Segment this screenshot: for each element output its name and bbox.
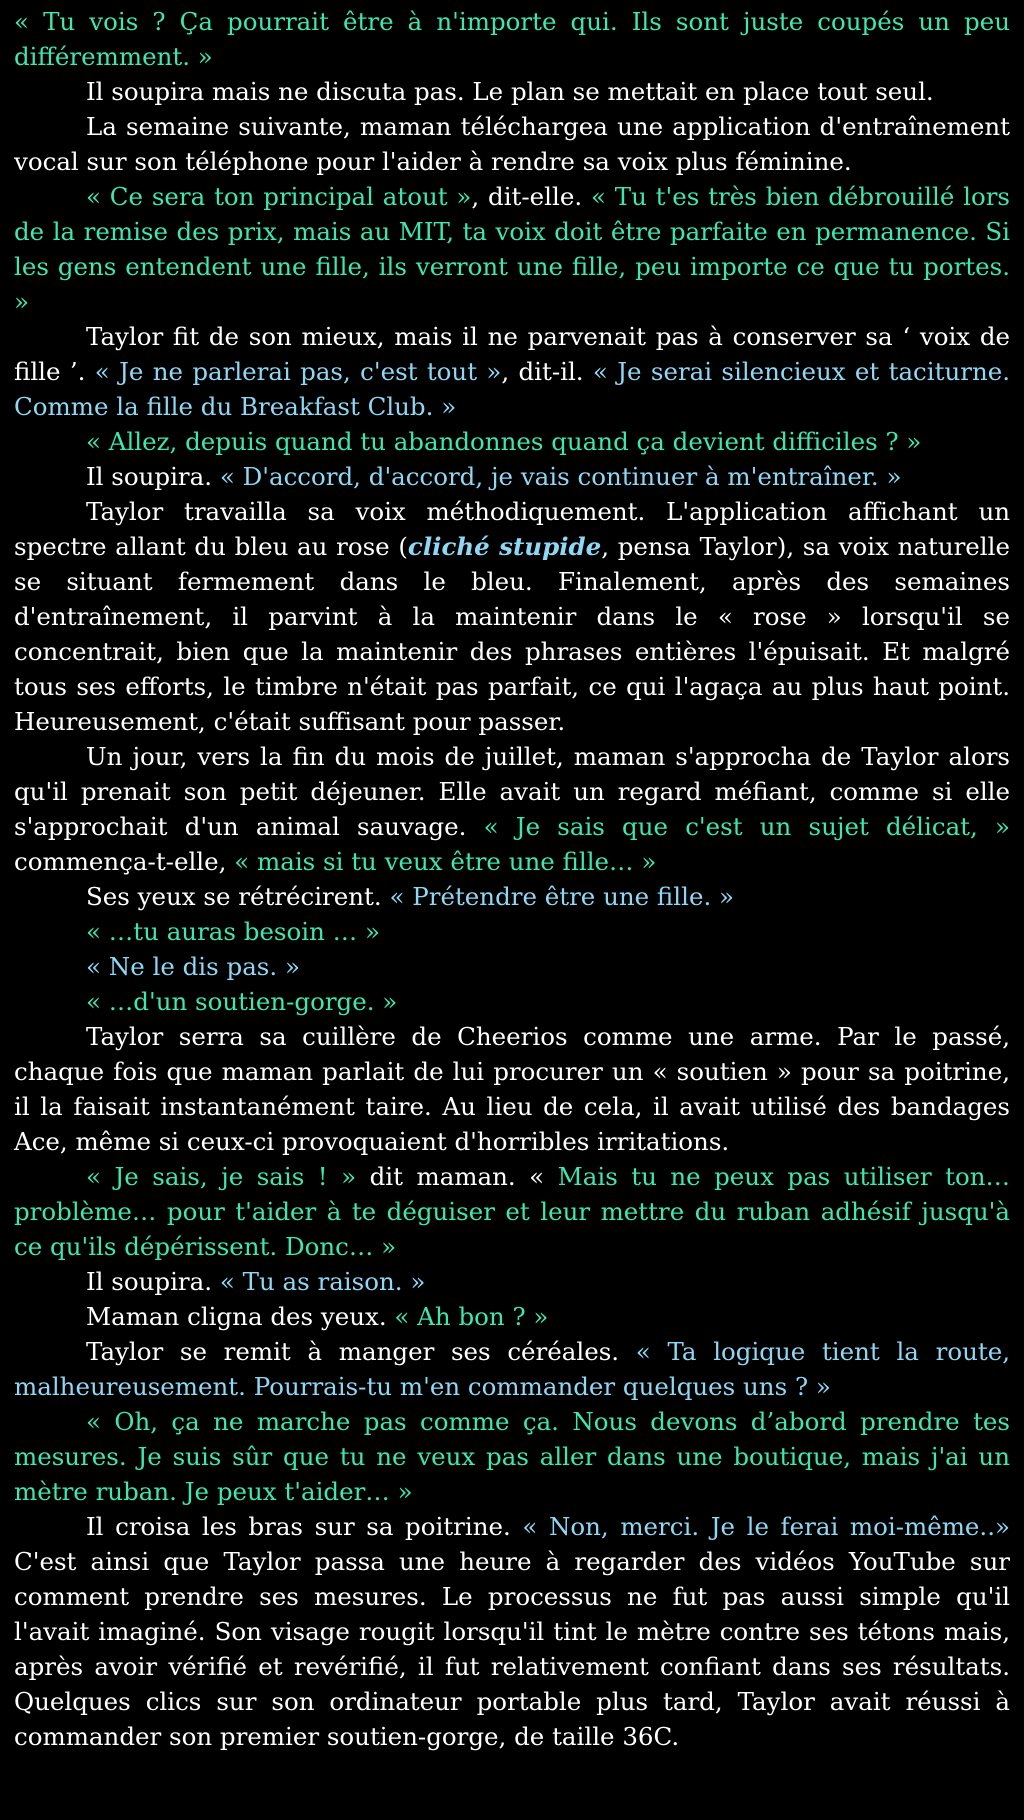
mom-dialogue: « Oh, ça ne marche pas comme ça. Nous devons d’abord prendre tes mesures. Je suis sûr que tu ne veux pas aller dans une boutique, mais j'ai un mètre ruban. Je peux t'aider… » bbox=[14, 1407, 1010, 1506]
paragraph bbox=[14, 1264, 1010, 1299]
narration-text: La semaine suivante, maman téléchargea une application d'entraînement vocal sur son téléphone pour l'aider à rendre sa voix plus féminine. bbox=[14, 112, 1010, 176]
mom-dialogue: « mais si tu veux être une fille… » bbox=[234, 847, 657, 876]
narration-text: Maman cligna des yeux. bbox=[86, 1302, 395, 1331]
paragraph bbox=[14, 319, 1010, 424]
mom-dialogue: « Je sais, je sais ! » bbox=[86, 1162, 357, 1191]
taylor-dialogue: « Tu as raison. » bbox=[219, 1267, 426, 1296]
taylor-dialogue: « Non, merci. Je le ferai moi-même..» bbox=[522, 1512, 1011, 1541]
paragraph bbox=[14, 74, 1010, 109]
paragraph bbox=[14, 4, 1010, 74]
narration-text: , dit-il. bbox=[501, 357, 593, 386]
narration-text: Taylor se remit à manger ses céréales. bbox=[86, 1337, 636, 1366]
taylor-dialogue: « Ne le dis pas. » bbox=[86, 952, 300, 981]
mom-dialogue: « Ah bon ? » bbox=[394, 1302, 549, 1331]
mom-dialogue: Mais tu ne peux pas utiliser ton… problème… pour t'aider à te déguiser et leur mettre du ruban adhésif jusqu'à ce qu'ils dépérissent. Donc… » bbox=[14, 1162, 1011, 1261]
mom-dialogue: « Je sais que c'est un sujet délicat, » bbox=[483, 812, 1010, 841]
paragraph bbox=[14, 879, 1010, 914]
narration-text: Taylor fit de son mieux, mais il ne parvenait pas à conserver sa ‘ voix de fille ’. bbox=[14, 322, 1010, 386]
narration-text: Il soupira. bbox=[86, 462, 220, 491]
paragraph bbox=[14, 424, 1010, 459]
mom-dialogue: « Tu vois ? Ça pourrait être à n'importe qui. Ils sont juste coupés un peu différemment. » bbox=[14, 7, 1010, 71]
narration-text: commença-t-elle, bbox=[14, 847, 235, 876]
paragraph bbox=[14, 179, 1010, 319]
taylor-dialogue: « Je serai silencieux et taciturne. Comme la fille du Breakfast Club. » bbox=[14, 357, 1011, 421]
paragraph bbox=[14, 1299, 1010, 1334]
taylor-dialogue: « D'accord, d'accord, je vais continuer à m'entraîner. » bbox=[219, 462, 902, 491]
mom-dialogue: « Allez, depuis quand tu abandonnes quand ça devient difficiles ? » bbox=[86, 427, 922, 456]
mom-dialogue: « …d'un soutien-gorge. » bbox=[86, 987, 398, 1016]
narration-text: Il croisa les bras sur sa poitrine. bbox=[86, 1512, 523, 1541]
paragraph bbox=[14, 1159, 1010, 1264]
paragraph bbox=[14, 1019, 1010, 1159]
narration-text: C'est ainsi que Taylor passa une heure à regarder des vidéos YouTube sur comment prendre ses mesures. Le processus ne fut pas aussi simple qu'il l'avait imaginé. Son visage rougit lorsqu'il tint le mètre contre ses tétons mais, après avoir vérifié et revérifié, il fut relativement confiant dans ses résultats. Quelques clics sur son ordinateur portable plus tard, Taylor avait réussi à commander son premier soutien-gorge, de taille 36C. bbox=[14, 1547, 1010, 1751]
mom-dialogue: « Ce sera ton principal atout » bbox=[86, 182, 472, 211]
taylor-dialogue: « Je ne parlerai pas, c'est tout » bbox=[94, 357, 502, 386]
narration-text: Un jour, vers la fin du mois de juillet, maman s'approcha de Taylor alors qu'il prenait son petit déjeuner. Elle avait un regard méfiant, comme si elle s'approchait d'un animal sauvage. bbox=[14, 742, 1010, 841]
paragraph bbox=[14, 1334, 1010, 1404]
narration-text: Il soupira. bbox=[86, 1267, 220, 1296]
emphasis-text: cliché stupide bbox=[407, 532, 602, 561]
paragraph bbox=[14, 459, 1010, 494]
mom-dialogue: « …tu auras besoin … » bbox=[86, 917, 380, 946]
mom-dialogue: « Tu t'es très bien débrouillé lors de la remise des prix, mais au MIT, ta voix doit être parfaite en permanence. Si les gens entendent une fille, ils verront une fille, peu importe ce que tu portes. » bbox=[14, 182, 1010, 316]
narration-text: Ses yeux se rétrécirent. bbox=[86, 882, 390, 911]
paragraph bbox=[14, 949, 1010, 984]
paragraph bbox=[14, 914, 1010, 949]
paragraph bbox=[14, 1509, 1010, 1754]
narration-text: , dit-elle. bbox=[471, 182, 591, 211]
paragraph bbox=[14, 109, 1010, 179]
narration-text: Taylor serra sa cuillère de Cheerios comme une arme. Par le passé, chaque fois que maman parlait de lui procurer un « soutien » pour sa poitrine, il la faisait instantanément taire. Au lieu de cela, il avait utilisé des bandages Ace, même si ceux-ci provoquaient d'horribles irritations. bbox=[14, 1022, 1010, 1156]
narration-text: Taylor travailla sa voix méthodiquement. L'application affichant un spectre allant du bleu au rose ( bbox=[14, 497, 1010, 561]
paragraph bbox=[14, 739, 1010, 879]
narration-text: dit maman. « bbox=[356, 1162, 558, 1191]
taylor-dialogue: « Ta logique tient la route, malheureusement. Pourrais-tu m'en commander quelques uns ? » bbox=[14, 1337, 1010, 1401]
paragraph bbox=[14, 1404, 1010, 1509]
paragraph bbox=[14, 494, 1010, 739]
narration-text: , pensa Taylor), sa voix naturelle se situant fermement dans le bleu. Finalement, après des semaines d'entraînement, il parvint à la maintenir dans le « rose » lorsqu'il se concentrait, bien que la maintenir des phrases entières l'épuisait. Et malgré tous ses efforts, le timbre n'était pas parfait, ce qui l'agaça au plus haut point. Heureusement, c'était suffisant pour passer. bbox=[14, 532, 1010, 736]
narration-text: Il soupira mais ne discuta pas. Le plan se mettait en place tout seul. bbox=[86, 77, 934, 106]
paragraph bbox=[14, 984, 1010, 1019]
taylor-dialogue: « Prétendre être une fille. » bbox=[389, 882, 735, 911]
